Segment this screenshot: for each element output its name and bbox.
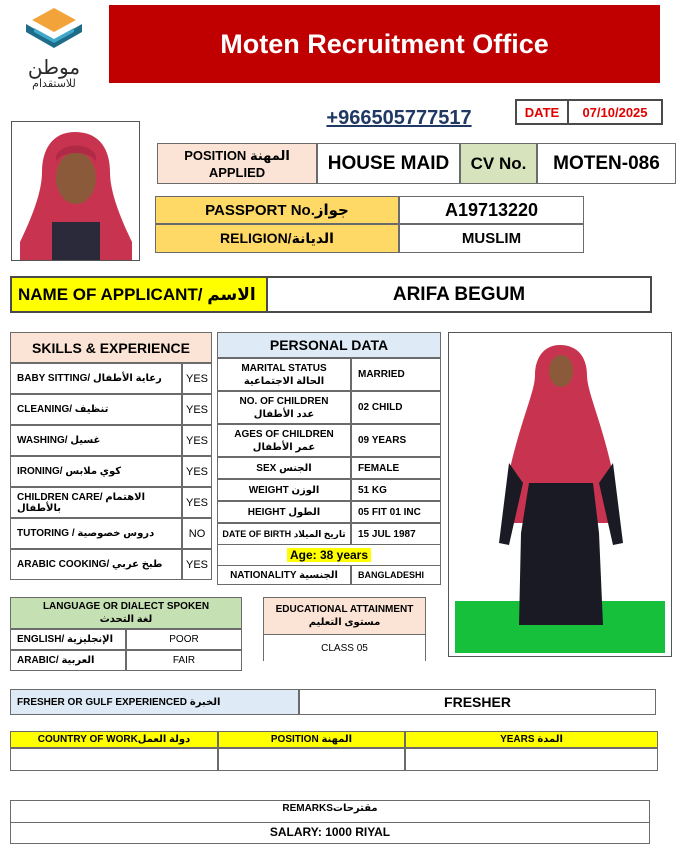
sex-value: FEMALE <box>351 457 441 479</box>
skills-title: SKILLS & EXPERIENCE <box>10 332 212 363</box>
skill-value: YES <box>182 394 212 425</box>
children-value: 02 CHILD <box>351 391 441 424</box>
nationality-value: BANGLADESHI <box>351 565 441 585</box>
age-row <box>217 545 441 565</box>
ages-label-ar: عمر الأطفال <box>252 441 316 453</box>
position-label-ar: المهنة <box>249 147 290 163</box>
salary-value: SALARY: 1000 RIYAL <box>269 825 391 839</box>
logo-subtext: للاستقدام <box>32 77 76 90</box>
logo-chevron-icon <box>18 6 90 52</box>
cv-label: CV No. <box>460 143 537 184</box>
col-position-header: POSITION المهنة <box>218 731 405 748</box>
language-label: ARABIC/ العربية <box>10 650 126 671</box>
skill-value: NO <box>182 518 212 549</box>
children-label <box>217 391 351 424</box>
sex-label: SEX الجنس <box>217 457 351 479</box>
marital-label-ar: الحالة الاجتماعية <box>243 375 325 387</box>
skill-value: YES <box>182 456 212 487</box>
skill-label: CLEANING/ تنظيف <box>10 394 182 425</box>
experience-value: FRESHER <box>299 689 656 715</box>
dob-value: 15 JUL 1987 <box>351 523 441 545</box>
full-body-image <box>449 333 671 656</box>
weight-value: 51 KG <box>351 479 441 501</box>
education-title-ar: مستوى التعليم <box>308 617 381 628</box>
passport-label: PASSPORT No.جواز <box>155 196 399 224</box>
logo-text: موطن <box>27 55 81 79</box>
col-country-header: COUNTRY OF WORKدولة العمل <box>10 731 218 748</box>
position-label-en2: APPLIED <box>208 164 266 180</box>
skill-value: YES <box>182 425 212 456</box>
education-title-en: EDUCATIONAL ATTAINMENT <box>275 604 414 615</box>
language-title <box>10 597 242 629</box>
dob-label: DATE OF BIRTH تاريخ الميلاد <box>217 523 351 545</box>
age-value: Age: 38 years <box>287 548 371 562</box>
skill-value: YES <box>182 363 212 394</box>
language-value: POOR <box>126 629 242 650</box>
skill-label: WASHING/ غسيل <box>10 425 182 456</box>
position-cell <box>218 748 405 771</box>
skill-label: ARABIC COOKING/ طبخ عربي <box>10 549 182 580</box>
nationality-label: NATIONALITY الجنسية <box>217 565 351 585</box>
language-title-en: LANGUAGE OR DIALECT SPOKEN <box>42 601 210 612</box>
page-title: Moten Recruitment Office <box>220 28 549 59</box>
language-value: FAIR <box>126 650 242 671</box>
personal-data-title: PERSONAL DATA <box>217 332 441 358</box>
header-banner <box>109 5 660 83</box>
position-label-en: POSITION <box>184 147 247 163</box>
skill-value: YES <box>182 549 212 580</box>
skill-label: IRONING/ كوي ملابس <box>10 456 182 487</box>
experience-label: FRESHER OR GULF EXPERIENCED الخبرة <box>10 689 299 715</box>
marital-label <box>217 358 351 391</box>
company-logo <box>18 6 90 88</box>
ages-label-en: AGES OF CHILDREN <box>234 428 334 440</box>
height-label: HEIGHT الطول <box>217 501 351 523</box>
skill-label: BABY SITTING/ رعاية الأطفال <box>10 363 182 394</box>
height-value: 05 FIT 01 INC <box>351 501 441 523</box>
weight-label: WEIGHT الوزن <box>217 479 351 501</box>
position-label-cell <box>157 143 317 184</box>
education-value: CLASS 05 <box>321 642 368 654</box>
marital-value: MARRIED <box>351 358 441 391</box>
applicant-photo-full <box>448 332 672 657</box>
col-years-header: YEARS المدة <box>405 731 658 748</box>
cv-value: MOTEN-086 <box>537 143 676 184</box>
phone-number[interactable]: +966505777517 <box>326 107 472 129</box>
remarks-label: REMARKSمقترحات <box>282 803 378 814</box>
position-value: HOUSE MAID <box>317 143 460 184</box>
ages-value: 09 YEARS <box>351 424 441 457</box>
skill-label: CHILDREN CARE/ الاهتمام بالأطفال <box>10 487 182 518</box>
language-label: ENGLISH/ الإنجليزية <box>10 629 126 650</box>
remarks-divider <box>10 822 650 823</box>
years-cell <box>405 748 658 771</box>
date-value: 07/10/2025 <box>567 99 663 125</box>
applicant-name-label: NAME OF APPLICANT/ الاسم <box>10 276 268 313</box>
education-value-cell <box>263 635 426 661</box>
marital-label-en: MARITAL STATUS <box>241 362 327 374</box>
education-title <box>263 597 426 635</box>
skill-value: YES <box>182 487 212 518</box>
country-cell <box>10 748 218 771</box>
passport-value: A19713220 <box>399 196 584 224</box>
ages-label <box>217 424 351 457</box>
skill-label: TUTORING / دروس خصوصية <box>10 518 182 549</box>
children-label-en: NO. OF CHILDREN <box>239 395 329 407</box>
portrait-image <box>12 122 139 260</box>
religion-value: MUSLIM <box>399 224 584 253</box>
date-label: DATE <box>515 99 569 125</box>
religion-label: RELIGION/الديانة <box>155 224 399 253</box>
children-label-ar: عدد الأطفال <box>253 408 315 420</box>
applicant-name-value: ARIFA BEGUM <box>266 276 652 313</box>
language-title-ar: لغة التحدث <box>99 614 153 625</box>
applicant-photo-portrait <box>11 121 140 261</box>
